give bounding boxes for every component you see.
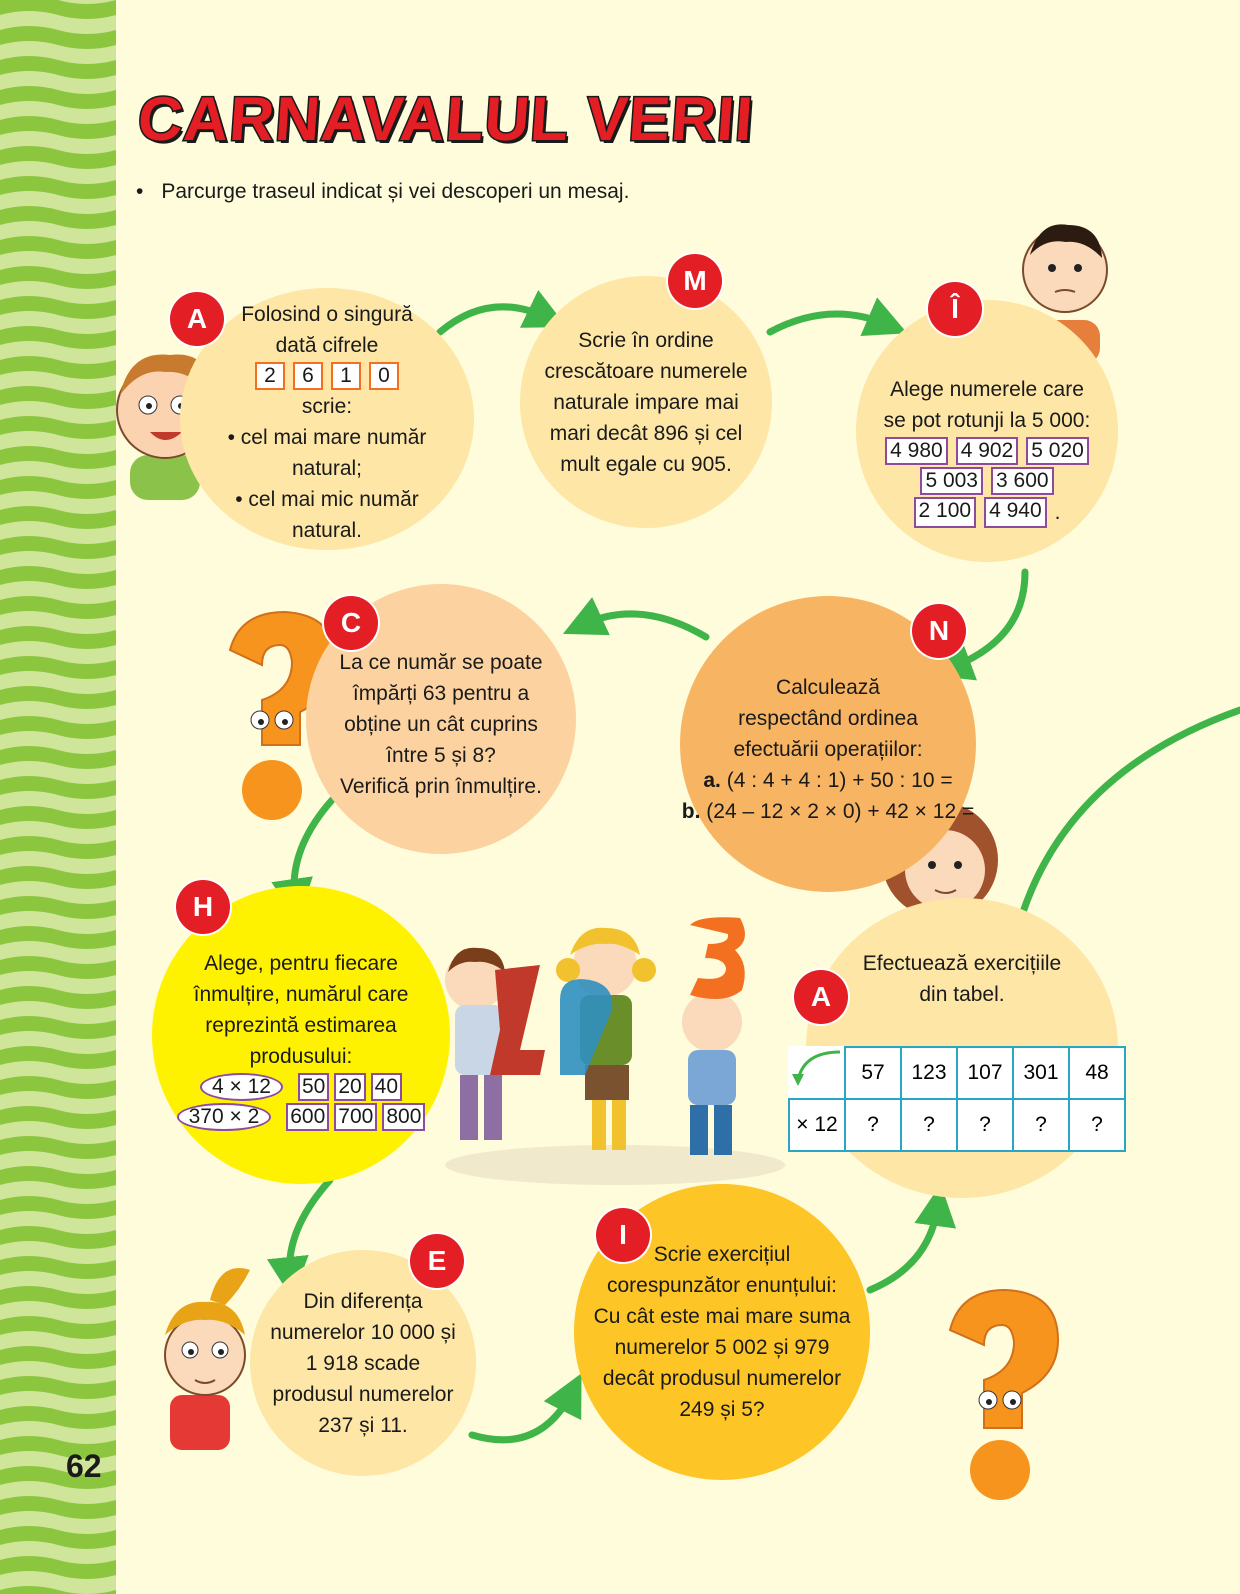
step-a2-text-1: Efectuează exercițiile <box>862 952 1062 975</box>
step-c-text-5: Verifică prin înmulțire. <box>340 774 542 798</box>
digit-box: 6 <box>293 362 323 390</box>
step-i-letter-badge: Î <box>928 282 982 336</box>
step-e-letter-badge: E <box>410 1234 464 1288</box>
step-i2-text-4: numerelor 5 002 și 979 <box>614 1336 830 1359</box>
digit-box: 1 <box>331 362 361 390</box>
step-a-text-7: natural. <box>291 518 363 542</box>
step-i2-text-3: Cu cât este mai mare suma <box>593 1305 851 1328</box>
step-i2-text-6: 249 și 5? <box>679 1398 765 1421</box>
item-expression: (4 : 4 + 4 : 1) + 50 : 10 = <box>726 768 953 792</box>
number-box: 4 902 <box>956 437 1019 465</box>
page-title: CARNAVALUL VERII <box>135 85 756 154</box>
table-cell: 48 <box>1069 1047 1125 1099</box>
step-n-item-b <box>682 796 974 827</box>
step-i2-text-1: Scrie exercițiul <box>653 1243 791 1266</box>
option-box: 50 <box>298 1073 329 1101</box>
number-box: 4 940 <box>984 497 1047 528</box>
step-i2-letter-badge: I <box>596 1208 650 1262</box>
page-number: 62 <box>66 1448 102 1484</box>
step-h-letter-badge: H <box>176 880 230 934</box>
table-cell: 123 <box>901 1047 957 1099</box>
step-i-text-2: se pot rotunji la 5 000: <box>883 408 1091 432</box>
step-i-circle <box>856 300 1118 562</box>
number-row-1 <box>885 437 1089 465</box>
number-row-3 <box>914 497 1061 528</box>
digit-boxes <box>255 362 399 390</box>
step-c-text-3: obține un cât cuprins <box>344 712 538 736</box>
step-m-text-1: Scrie în ordine <box>578 328 714 352</box>
step-n-text-1: Calculează <box>776 675 880 699</box>
step-m-letter-badge: M <box>668 254 722 308</box>
step-a-text-1: Folosind o singură <box>241 302 413 326</box>
step-c-text-4: între 5 și 8? <box>386 743 496 767</box>
multiplication-ellipse: 370 × 2 <box>177 1103 272 1131</box>
step-m-text-3: naturale impare mai <box>553 390 739 414</box>
item-label: a. <box>703 768 721 792</box>
step-c-letter-badge: C <box>324 596 378 650</box>
step-m-text-5: mult egale cu 905. <box>560 452 732 476</box>
table-cell: ? <box>845 1099 901 1151</box>
step-n-text-2: respectând ordinea <box>738 706 918 730</box>
table-cell: 107 <box>957 1047 1013 1099</box>
step-i-text-1: Alege numerele care <box>890 377 1084 401</box>
step-a2-text-2: din tabel. <box>919 983 1005 1006</box>
number-box: 4 980 <box>885 437 948 465</box>
kids-with-numbers-icon <box>445 917 785 1185</box>
digit-box: 2 <box>255 362 285 390</box>
step-n-text-3: efectuării operațiilor: <box>733 737 923 761</box>
step-a-text-6: • cel mai mic număr <box>235 487 419 511</box>
step-a-text-2: dată cifrele <box>275 333 379 357</box>
table-cell: ? <box>957 1099 1013 1151</box>
step-c-text-2: împărți 63 pentru a <box>352 681 530 705</box>
number-box: 5 020 <box>1026 437 1089 465</box>
step-i2-text-5: decât produsul numerelor <box>602 1367 842 1390</box>
estimate-row-2 <box>177 1103 426 1131</box>
period-mark: . <box>1054 500 1061 524</box>
step-a-text-3: scrie: <box>301 394 353 418</box>
step-h-text-3: reprezintă estimarea <box>205 1014 397 1037</box>
option-box: 800 <box>382 1103 425 1131</box>
step-n-letter-badge: N <box>912 604 966 658</box>
option-box: 700 <box>334 1103 377 1131</box>
step-h-text-2: înmulțire, numărul care <box>193 983 409 1006</box>
instruction-text: Parcurge traseul indicat și vei descoperi un mesaj. <box>161 180 630 203</box>
step-i2-text-2: corespunzător enunțului: <box>607 1274 837 1297</box>
table-row <box>789 1099 1125 1151</box>
table-cell: ? <box>901 1099 957 1151</box>
step-e-text-5: 237 și 11. <box>318 1413 408 1437</box>
table-cell: ? <box>1013 1099 1069 1151</box>
step-e-text-4: produsul numerelor <box>272 1382 454 1406</box>
step-e-text-3: 1 918 scade <box>305 1351 421 1375</box>
step-a-text-4: • cel mai mare număr <box>227 425 427 449</box>
step-m-text-4: mari decât 896 și cel <box>549 421 743 445</box>
question-mark-character-icon <box>950 1290 1058 1500</box>
option-box: 40 <box>371 1073 402 1101</box>
step-h-text-1: Alege, pentru fiecare <box>204 952 398 975</box>
step-a2-letter-badge: A <box>794 970 848 1024</box>
step-c-text-1: La ce număr se poate <box>339 650 543 674</box>
number-box: 2 100 <box>914 497 977 528</box>
estimate-row-1 <box>200 1073 402 1101</box>
number-row-2 <box>920 467 1053 495</box>
item-label: b. <box>681 799 701 823</box>
option-box: 600 <box>286 1103 329 1131</box>
step-e-text-1: Din diferența <box>303 1289 423 1313</box>
option-box: 20 <box>334 1073 365 1101</box>
table-arrow-icon <box>786 1040 846 1100</box>
table-cell: 301 <box>1013 1047 1069 1099</box>
number-box: 5 003 <box>920 467 983 495</box>
multiplication-ellipse: 4 × 12 <box>200 1073 283 1101</box>
number-box: 3 600 <box>991 467 1054 495</box>
step-h-text-4: produsului: <box>249 1045 353 1068</box>
item-expression: (24 – 12 × 2 × 0) + 42 × 12 = <box>706 799 975 823</box>
table-cell: 57 <box>845 1047 901 1099</box>
step-n-item-a <box>703 765 952 796</box>
table-cell: ? <box>1069 1099 1125 1151</box>
bullet-icon: • <box>136 180 144 203</box>
step-a-text-5: natural; <box>291 456 363 480</box>
table-row-label: × 12 <box>789 1099 845 1151</box>
step-a-letter-badge: A <box>170 292 224 346</box>
step-a-circle <box>180 288 474 550</box>
digit-box: 0 <box>369 362 399 390</box>
step-m-text-2: crescătoare numerele <box>544 359 748 383</box>
ponytail-girl-icon <box>165 1268 250 1450</box>
step-e-text-2: numerelor 10 000 și <box>270 1320 456 1344</box>
step-m-circle <box>520 276 772 528</box>
